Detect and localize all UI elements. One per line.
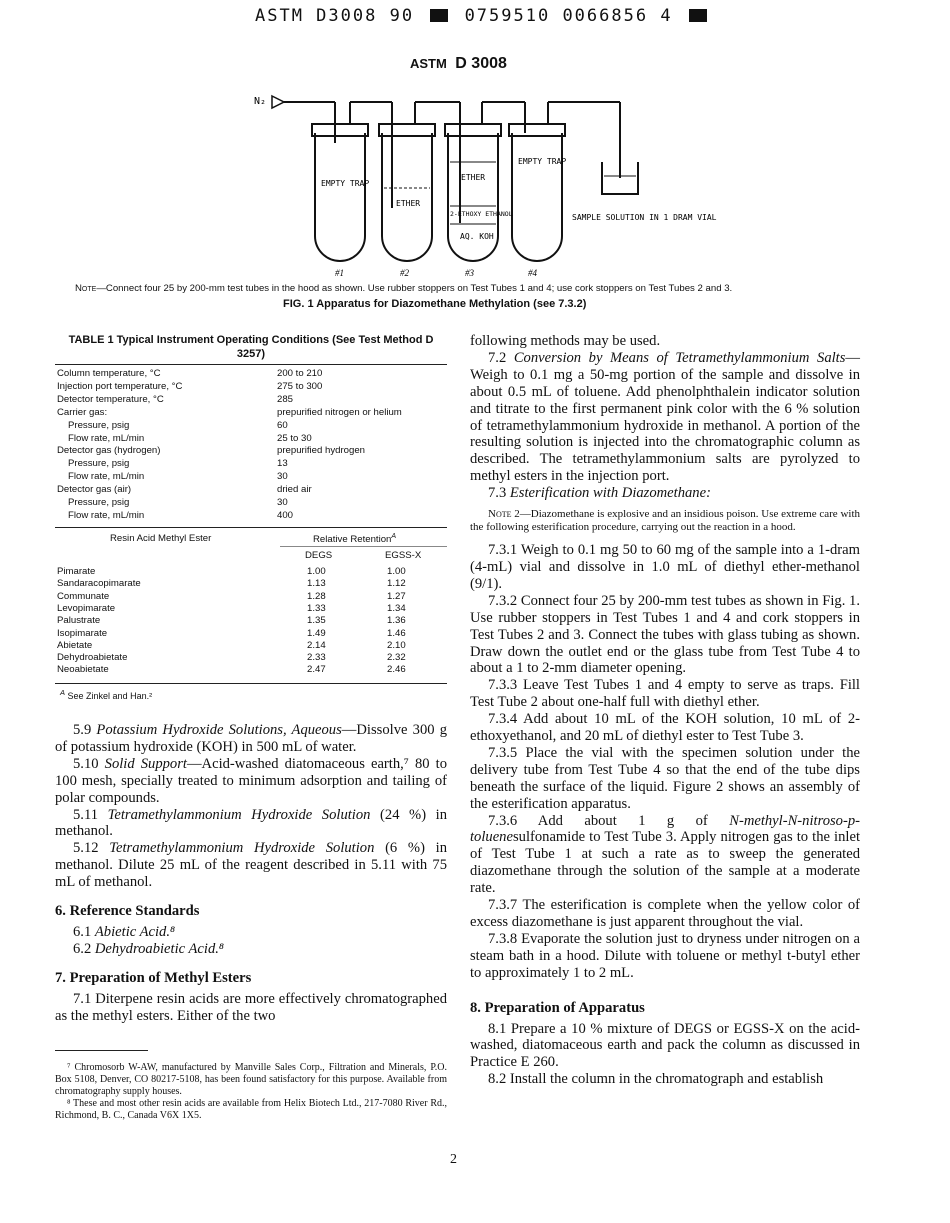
para-title: Esterification with Diazomethane: (509, 485, 711, 502)
para-7-3-1: 7.3.1 Weigh to 0.1 mg 50 to 60 mg of the sample into a 1-dram (4-mL) vial and dissolve in 1.0 mL of diethyl ether-methanol (9/1). (470, 542, 860, 592)
condition-label: Detector gas (air) (57, 484, 132, 496)
ester-degs: 1.33 (307, 602, 326, 614)
document-header (255, 6, 711, 26)
header-code: ASTM D3008 90 (255, 6, 415, 26)
table-footnote-text: See Zinkel and Han.² (67, 691, 153, 701)
left-column (55, 722, 447, 1025)
col-degs: DEGS (305, 550, 333, 561)
ester-name: Abietate (57, 639, 93, 651)
para-text: —Dissolve 300 g of potassium hydroxide (KOH) in 500 mL of water. (55, 722, 448, 755)
ester-name: Dehydroabietate (57, 652, 128, 664)
header-block-mark (430, 9, 448, 22)
table-top-rule (55, 364, 447, 365)
condition-label: Column temperature, °C (57, 368, 161, 379)
n2-label: N₂ (254, 96, 267, 107)
rr-header (313, 533, 396, 545)
ester-egss: 2.46 (387, 664, 406, 676)
note-2-text: —Diazomethane is explosive and an insidious poison. Use extreme care with the following esterification procedure, carrying out the reaction in a hood. (470, 508, 861, 534)
para-7-3-2: 7.3.2 Connect four 25 by 200-mm test tubes as shown in Fig. 1. Use rubber stoppers in Test Tubes 1 and 4 and cork stoppers in Test Tubes 2 and 3. Connect the tubes with glass tubing as shown. Draw down the outlet end or the glass tube from Test Tube 4 to about a 1 to 2-mm diameter opening. (470, 592, 860, 677)
figure-note-text: —Connect four 25 by 200-mm test tubes in the hood as shown. Use rubber stoppers on Test Tubes 1 and 4; use cork stoppers on Test Tubes 2 and 3. (96, 283, 733, 294)
rr-rule (280, 546, 447, 547)
tube-number-1: #1 (335, 268, 344, 278)
ester-degs: 2.33 (307, 652, 326, 664)
ester-egss: 1.12 (387, 578, 406, 590)
para-7-3-7: 7.3.7 The esterification is complete when the yellow color of excess diazomethane is just apparent throughout the vial. (470, 897, 860, 930)
ester-name: Communate (57, 590, 110, 602)
figure-caption: FIG. 1 Apparatus for Diazomethane Methylation (see 7.3.2) (283, 298, 587, 310)
para-7-1: 7.1 Diterpene resin acids are more effectively chromatographed as the methyl esters. Either of the two (55, 990, 447, 1024)
ester-degs: 1.13 (307, 578, 326, 590)
ester-egss: 1.46 (387, 627, 406, 639)
test-tube-1 (315, 133, 365, 261)
para-text: (6 %) in methanol. Dilute 25 mL of the reagent described in 5.11 with 75 mL of methanol. (55, 840, 447, 891)
para-num: 7.3 (488, 485, 510, 502)
ester-egss: 1.34 (387, 602, 406, 614)
para-7-3-8: 7.3.8 Evaporate the solution just to dryness under nitrogen on a steam bath in a hood. Dilute with toluene or methyl t-butyl ether to approximately 1 to 2 mL. (470, 930, 860, 981)
para-5-12 (55, 840, 447, 891)
table-bottom-rule (55, 683, 447, 684)
para-num: 5.10 (73, 755, 105, 772)
test-tube-2 (382, 133, 432, 261)
ester-header: Resin Acid Methyl Ester (110, 533, 212, 544)
para-title: Abietic Acid.⁸ (94, 923, 176, 940)
para-title: Dehydroabietic Acid.⁸ (94, 940, 224, 957)
header-serial: 0759510 0066856 4 (464, 6, 673, 26)
para-text: —Weigh to 0.1 mg a 50-mg portion of the sample and dissolve in about 0.5 mL of toluene. Add phenolphthalein indicator solution and titrate to the first permanent pink color with the 6 % solution of tetramethylammonium hydroxide in methanol. A portion of the resulting solution is injected into the chromatographic column as described. The tetramethylammonium salts are pyrolyzed to methyl esters in the injection port. (470, 349, 860, 485)
ester-degs: 1.00 (307, 566, 326, 577)
astm-logo (410, 55, 507, 73)
ester-degs: 1.49 (307, 627, 326, 639)
section-7-heading: 7. Preparation of Methyl Esters (55, 969, 252, 986)
section-6-heading: 6. Reference Standards (55, 903, 200, 920)
ester-name: Pimarate (57, 566, 96, 577)
para-text: 7.3.6 Add about 1 g of (488, 812, 730, 829)
test-tube-3 (448, 133, 498, 261)
footnote-7: ⁷ Chromosorb W-AW, manufactured by Manville Sales Corp., Filtration and Minerals, P.O. Box 5108, Denver, CO 80217-5108, has been found satisfactory for this purpose. Available from chromatography supply houses. (55, 1062, 447, 1097)
footnotes (55, 1062, 447, 1122)
inlet-arrow-icon (272, 96, 284, 108)
tube4-label: EMPTY TRAP (518, 157, 567, 166)
condition-label: Pressure, psig (68, 419, 130, 431)
para-6-2 (55, 941, 447, 958)
condition-value: 30 (277, 471, 288, 483)
para-num: 6.1 (73, 923, 95, 940)
condition-value: 400 (277, 509, 294, 521)
para-7-2 (470, 350, 860, 485)
condition-label: Detector gas (hydrogen) (57, 445, 161, 457)
para-num: 6.2 (73, 940, 95, 957)
ester-name: Palustrate (57, 615, 101, 627)
para-5-10 (55, 756, 447, 807)
para-text: sulfonamide to Test Tube 3. Apply nitrogen gas to the inlet of Test Tube 1 at such a rate as to sweep the generated diazomethane through the solution of the sample at a moderate rate. (470, 829, 860, 897)
tube2-label: ETHER (396, 199, 421, 208)
para-num: 5.11 (73, 806, 108, 823)
para-5-11 (55, 807, 447, 841)
note-2 (470, 508, 860, 534)
condition-value: 60 (277, 419, 288, 431)
condition-value: 200 to 210 (277, 368, 323, 379)
header-block-mark (689, 9, 707, 22)
table-mid-rule (55, 527, 447, 528)
table-footnote (60, 688, 152, 701)
condition-value: 275 to 300 (277, 380, 323, 392)
designation: D 3008 (455, 55, 507, 72)
para-title: Potassium Hydroxide Solutions, Aqueous (96, 722, 342, 738)
ester-name: Sandaracopimarate (57, 578, 141, 590)
ester-degs: 1.35 (307, 615, 326, 627)
right-column (470, 333, 860, 1088)
condition-value: 13 (277, 458, 288, 470)
para-7-3-6 (470, 813, 860, 898)
footnote-rule (55, 1050, 148, 1051)
para-text: (24 %) in methanol. (55, 806, 447, 840)
tube-number-4: #4 (528, 268, 537, 278)
table-footnote-sup: A (60, 688, 66, 697)
para-text: —Acid-washed diatomaceous earth,⁷ 80 to 100 mesh, specially treated to minimum adsorption and tailing of polar compounds. (55, 755, 447, 806)
astm-mark-icon: ASTM (410, 56, 447, 71)
ester-name: Isopimarate (57, 627, 108, 639)
ester-egss: 2.32 (387, 652, 406, 664)
apparatus-figure (250, 88, 717, 280)
condition-label: Injection port temperature, °C (57, 380, 183, 392)
condition-label: Detector temperature, °C (57, 393, 164, 405)
condition-value: 30 (277, 497, 288, 508)
tube3-label-ethoxy: 2-ETHOXY ETHANOL (450, 210, 513, 218)
footnote-8: ⁸ These and most other resin acids are available from Helix Biotech Ltd., 217-7080 River Rd., Richmond, B. C., Canada V6X 1X5. (55, 1098, 447, 1121)
para-num: 5.9 (73, 722, 97, 738)
para-title: Tetramethylammonium Hydroxide Solution (107, 806, 371, 823)
ester-egss: 1.36 (387, 615, 406, 627)
para-num: 7.2 (488, 349, 514, 366)
figure-note (75, 283, 732, 294)
page-number: 2 (450, 1152, 457, 1167)
para-7-3 (470, 485, 860, 502)
tube1-label: EMPTY TRAP (321, 179, 370, 188)
para-title: Solid Support (104, 755, 187, 772)
tube-number-3: #3 (465, 268, 474, 278)
figure-note-prefix: Note (75, 283, 97, 294)
para-8-2: 8.2 Install the column in the chromatograph and establish (488, 1071, 824, 1088)
condition-value: dried air (277, 484, 312, 496)
tube-number-2: #2 (400, 268, 409, 278)
condition-value: prepurified hydrogen (277, 445, 366, 457)
condition-label: Flow rate, mL/min (68, 509, 145, 521)
tube3-label-ether: ETHER (461, 173, 486, 182)
para-num: 5.12 (73, 840, 110, 857)
condition-label: Pressure, psig (68, 497, 130, 508)
condition-label: Flow rate, mL/min (68, 432, 145, 444)
col-egss: EGSS-X (385, 550, 422, 561)
para-8-1: 8.1 Prepare a 10 % mixture of DEGS or EGSS-X on the acid-washed, diatomaceous earth and pack the column as discussed in Practice E 260. (470, 1020, 860, 1071)
para-5-9 (55, 722, 447, 756)
para-7-3-4: 7.3.4 Add about 10 mL of the KOH solution, 10 mL of 2-ethoxyethanol, and 20 mL of diethyl ester to Test Tube 3. (470, 711, 860, 745)
table-title: TABLE 1 Typical Instrument Operating Conditions (See Test Method D 3257) (68, 334, 434, 360)
ester-egss: 1.27 (387, 590, 406, 602)
para-title: Tetramethylammonium Hydroxide Solution (109, 840, 375, 857)
condition-value: 25 to 30 (277, 432, 312, 444)
condition-value: 285 (277, 393, 294, 405)
test-tube-4 (512, 133, 562, 261)
ester-degs: 1.28 (307, 590, 326, 602)
para-chem: N-methyl-N-nitroso-p-toluene (470, 812, 860, 846)
ester-name: Levopimarate (57, 602, 116, 614)
ester-degs: 2.47 (307, 664, 326, 676)
note-2-prefix: Note 2 (488, 508, 520, 521)
section-8-heading: 8. Preparation of Apparatus (470, 999, 645, 1016)
condition-label: Flow rate, mL/min (68, 471, 145, 483)
para-7-3-3: 7.3.3 Leave Test Tubes 1 and 4 empty to serve as traps. Fill Test Tube 2 about one-half full with diethyl ether. (470, 677, 860, 711)
ester-egss: 2.10 (387, 639, 406, 651)
rr-header-text: Relative Retention (313, 534, 392, 546)
tube3-label-koh: AQ. KOH (460, 232, 494, 241)
condition-value: prepurified nitrogen or helium (277, 406, 402, 418)
continuation: following methods may be used. (470, 333, 661, 349)
condition-label: Pressure, psig (68, 458, 130, 470)
condition-label: Carrier gas: (57, 406, 108, 418)
vial-label: SAMPLE SOLUTION IN 1 DRAM VIAL (572, 213, 717, 222)
rr-header-sup: A (391, 533, 397, 540)
para-7-3-5: 7.3.5 Place the vial with the specimen solution under the delivery tube from Test Tube 4 so that the end of the tube dips beneath the surface of the liquid. Figure 2 shows an assembly of the esterification apparatus. (470, 744, 860, 812)
para-title: Conversion by Means of Tetramethylammonium Salts (513, 349, 846, 366)
para-6-1 (55, 924, 447, 941)
ester-name: Neoabietate (57, 664, 109, 676)
ester-egss: 1.00 (387, 566, 406, 577)
ester-degs: 2.14 (307, 639, 326, 651)
